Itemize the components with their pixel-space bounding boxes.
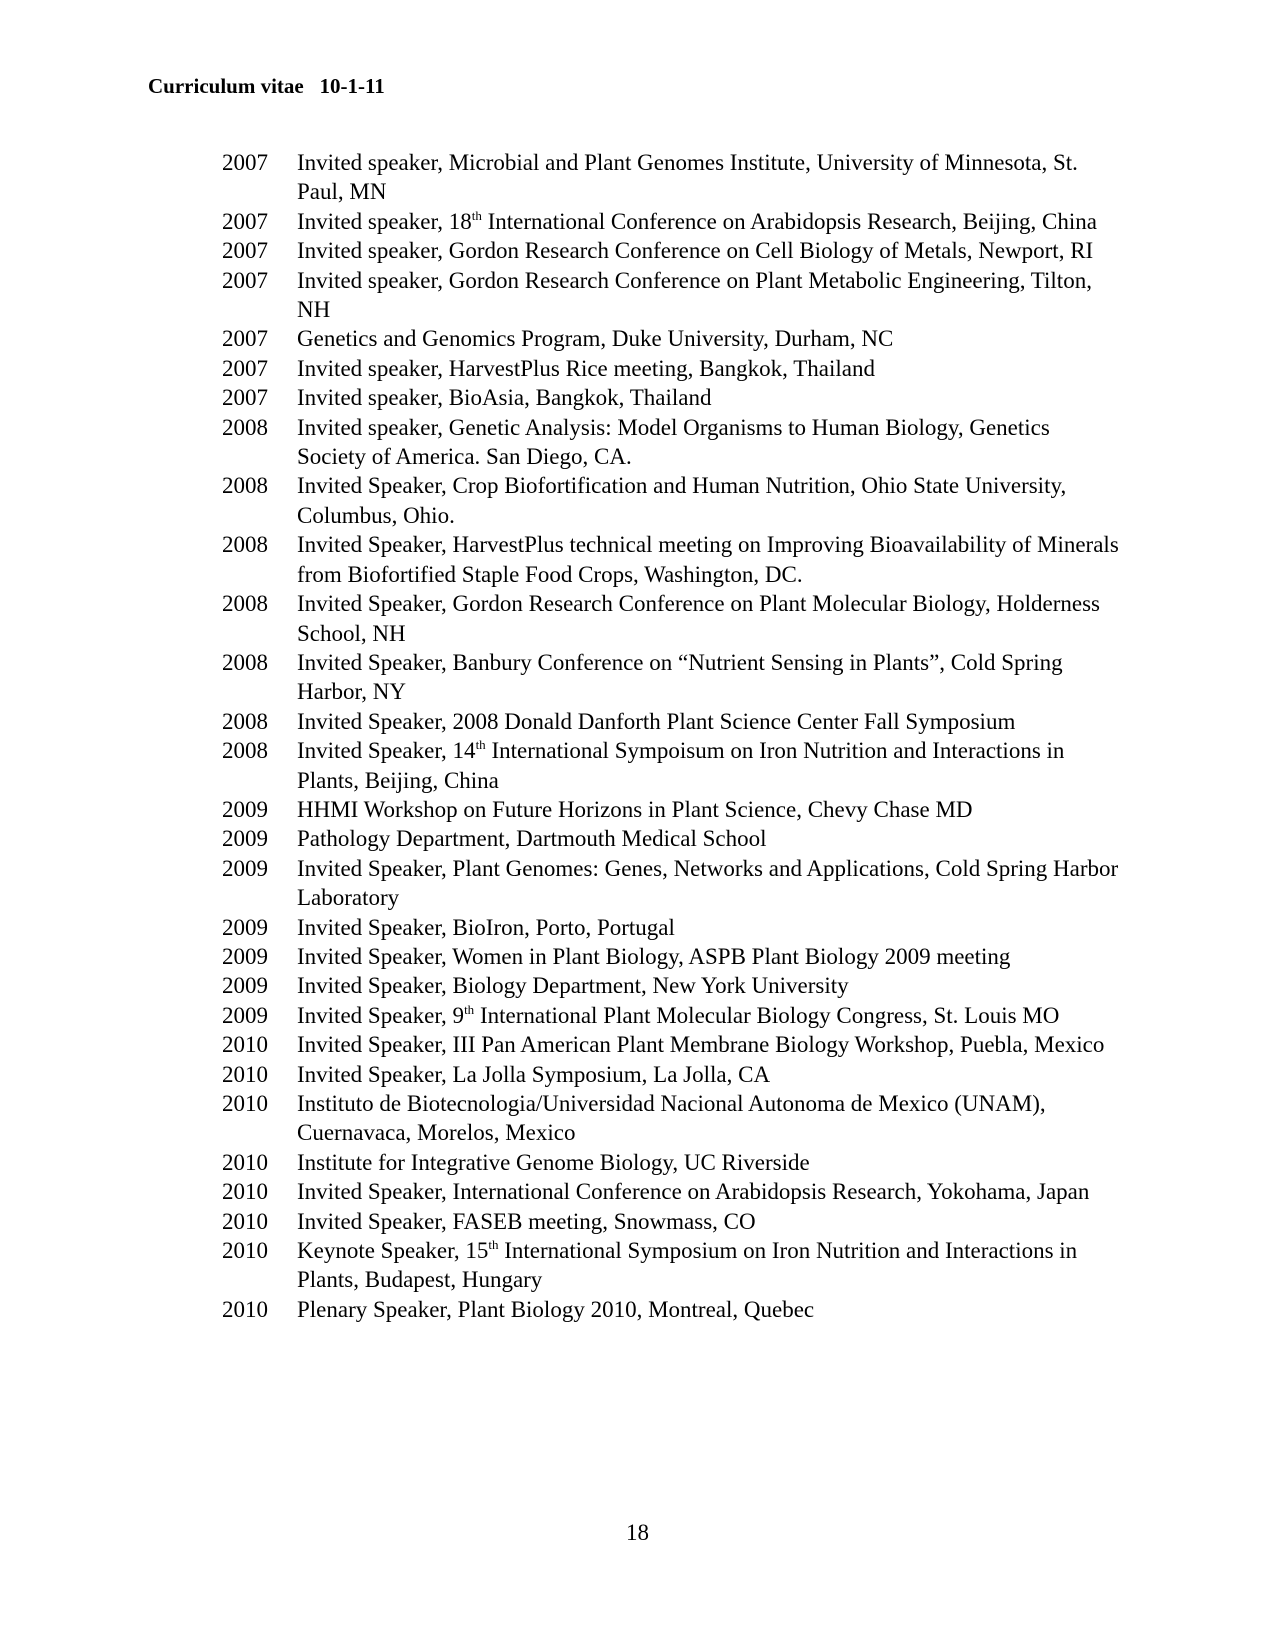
entry-text: International Symposium on Iron Nutrition and Interactions in Plants, Budapest, Hungary [297, 1238, 1078, 1293]
ordinal-suffix: th [464, 1001, 475, 1017]
ordinal-suffix: th [471, 207, 482, 223]
entry-text: Invited Speaker, Plant Genomes: Genes, Networks and Applications, Cold Spring Harbor Laboratory [297, 855, 1119, 911]
list-item [222, 413, 1122, 472]
entry-year: 2009 [222, 826, 268, 852]
entry-year: 2010 [222, 1296, 268, 1322]
entry-text: Invited Speaker, Biology Department, New York University [297, 973, 849, 999]
entry-description [297, 1236, 1122, 1295]
entry-text: Invited Speaker, III Pan American Plant Membrane Biology Workshop, Puebla, Mexico [297, 1032, 1105, 1058]
entry-text: International Sympoisum on Iron Nutrition and Interactions in Plants, Beijing, China [297, 738, 1065, 793]
list-item [222, 648, 1122, 707]
entry-year: 2007 [222, 150, 268, 175]
entry-year: 2008 [222, 591, 268, 617]
entry-text: Genetics and Genomics Program, Duke University, Durham, NC [297, 326, 894, 352]
list-item [222, 795, 1122, 824]
entry-text: Invited Speaker, BioIron, Porto, Portugal [297, 914, 675, 940]
entry-year: 2009 [222, 855, 268, 881]
list-item [222, 1001, 1122, 1030]
entry-text: International Conference on Arabidopsis Research, Beijing, China [481, 208, 1097, 234]
entry-description [297, 324, 1122, 353]
list-item [222, 1177, 1122, 1206]
entry-year: 2010 [222, 1238, 268, 1264]
list-item [222, 942, 1122, 971]
entry-year: 2009 [222, 943, 268, 969]
entry-description [297, 1089, 1122, 1148]
entry-description [297, 854, 1122, 913]
entry-text: Instituto de Biotecnologia/Universidad Nacional Autonoma de Mexico (UNAM), Cuernavaca, Morelos, Mexico [297, 1091, 1046, 1146]
entry-text: Invited Speaker, Crop Biofortification and Human Nutrition, Ohio State University, Columbus, Ohio. [297, 473, 1067, 528]
entry-year: 2008 [222, 708, 268, 734]
entry-text: Invited Speaker, FASEB meeting, Snowmass, CO [297, 1208, 756, 1234]
entry-text: Invited speaker, 18 [297, 208, 472, 234]
entry-year: 2008 [222, 738, 268, 764]
list-item [222, 1148, 1122, 1177]
entry-description [297, 1207, 1122, 1236]
entry-description [297, 1030, 1122, 1059]
entry-description [297, 266, 1122, 325]
list-item [222, 266, 1122, 325]
entry-year: 2009 [222, 796, 268, 822]
entry-description [297, 736, 1122, 795]
entry-text: Invited Speaker, Gordon Research Conference on Plant Molecular Biology, Holderness School, NH [297, 591, 1101, 646]
entry-text: Invited speaker, Genetic Analysis: Model Organisms to Human Biology, Genetics Society of America. San Diego, CA. [297, 414, 1050, 470]
entry-description [297, 1177, 1122, 1206]
entry-text: Invited Speaker, 9 [297, 1002, 465, 1028]
ordinal-suffix: th [488, 1237, 499, 1253]
entry-text: Invited Speaker, 14 [297, 738, 476, 764]
entry-text: International Plant Molecular Biology Congress, St. Louis MO [474, 1002, 1060, 1028]
entry-description [297, 207, 1122, 236]
document-header: Curriculum vitae 10-1-11 [148, 74, 385, 98]
ordinal-suffix: th [475, 737, 486, 753]
entry-text: Invited speaker, BioAsia, Bangkok, Thailand [297, 385, 712, 411]
entry-description [297, 354, 1122, 383]
entry-year: 2007 [222, 238, 268, 264]
entry-year: 2009 [222, 1002, 268, 1028]
list-item [222, 1207, 1122, 1236]
entry-text: Invited Speaker, HarvestPlus technical meeting on Improving Bioavailability of Minerals from Biofortified Staple Food Crops, Washington, DC. [297, 532, 1119, 587]
list-item [222, 236, 1122, 265]
entry-description [297, 971, 1122, 1000]
list-item [222, 707, 1122, 736]
entry-text: Invited speaker, HarvestPlus Rice meeting, Bangkok, Thailand [297, 355, 875, 381]
entry-description [297, 589, 1122, 648]
entry-description [297, 1001, 1122, 1030]
entry-year: 2009 [222, 914, 268, 940]
list-item [222, 736, 1122, 795]
entry-year: 2010 [222, 1091, 268, 1116]
presentation-list [222, 148, 1122, 1324]
entry-description [297, 1295, 1122, 1324]
entry-description [297, 236, 1122, 265]
entry-year: 2007 [222, 355, 268, 381]
entry-text: Invited Speaker, 2008 Donald Danforth Plant Science Center Fall Symposium [297, 708, 1016, 734]
list-item [222, 148, 1122, 207]
entry-description [297, 383, 1122, 412]
entry-description [297, 471, 1122, 530]
list-item [222, 824, 1122, 853]
entry-text: Invited Speaker, International Conference on Arabidopsis Research, Yokohama, Japan [297, 1179, 1090, 1205]
entry-year: 2007 [222, 326, 268, 352]
list-item [222, 207, 1122, 236]
list-item [222, 1089, 1122, 1148]
entry-description [297, 1060, 1122, 1089]
list-item [222, 1030, 1122, 1059]
entry-year: 2008 [222, 532, 268, 558]
entry-text: Invited Speaker, Banbury Conference on “Nutrient Sensing in Plants”, Cold Spring Harbor, NY [297, 649, 1063, 705]
entry-text: HHMI Workshop on Future Horizons in Plant Science, Chevy Chase MD [297, 796, 973, 822]
entry-text: Invited Speaker, La Jolla Symposium, La Jolla, CA [297, 1061, 771, 1087]
list-item [222, 1060, 1122, 1089]
entry-text: Institute for Integrative Genome Biology, UC Riverside [297, 1149, 810, 1175]
list-item [222, 971, 1122, 1000]
entry-description [297, 1148, 1122, 1177]
entry-year: 2008 [222, 649, 268, 675]
entry-text: Invited speaker, Gordon Research Conference on Plant Metabolic Engineering, Tilton, NH [297, 267, 1092, 323]
entry-description [297, 942, 1122, 971]
entry-year: 2009 [222, 973, 268, 999]
entry-text: Invited speaker, Gordon Research Conference on Cell Biology of Metals, Newport, RI [297, 238, 1094, 264]
list-item [222, 471, 1122, 530]
list-item [222, 324, 1122, 353]
entry-description [297, 648, 1122, 707]
list-item [222, 854, 1122, 913]
entry-year: 2008 [222, 414, 268, 440]
entry-description [297, 913, 1122, 942]
entry-year: 2010 [222, 1208, 268, 1234]
list-item [222, 589, 1122, 648]
entry-year: 2010 [222, 1061, 268, 1087]
entry-text: Plenary Speaker, Plant Biology 2010, Montreal, Quebec [297, 1296, 815, 1322]
entry-text: Keynote Speaker, 15 [297, 1238, 489, 1264]
entry-year: 2010 [222, 1179, 268, 1205]
entry-year: 2010 [222, 1149, 268, 1175]
entry-text: Invited speaker, Microbial and Plant Genomes Institute, University of Minnesota, St. Paul, MN [297, 150, 1078, 205]
list-item [222, 530, 1122, 589]
entry-year: 2007 [222, 385, 268, 411]
entry-year: 2007 [222, 267, 268, 293]
entry-description [297, 530, 1122, 589]
entry-description [297, 824, 1122, 853]
entry-description [297, 148, 1122, 207]
entry-year: 2008 [222, 473, 268, 499]
list-item [222, 1295, 1122, 1324]
list-item [222, 383, 1122, 412]
page-number: 18 [626, 1520, 649, 1545]
entry-year: 2010 [222, 1032, 268, 1058]
entry-text: Pathology Department, Dartmouth Medical School [297, 826, 767, 852]
entry-description [297, 413, 1122, 472]
list-item [222, 1236, 1122, 1295]
entry-description [297, 707, 1122, 736]
entry-text: Invited Speaker, Women in Plant Biology, ASPB Plant Biology 2009 meeting [297, 943, 1011, 969]
list-item [222, 354, 1122, 383]
entry-description [297, 795, 1122, 824]
list-item [222, 913, 1122, 942]
entry-year: 2007 [222, 208, 268, 234]
